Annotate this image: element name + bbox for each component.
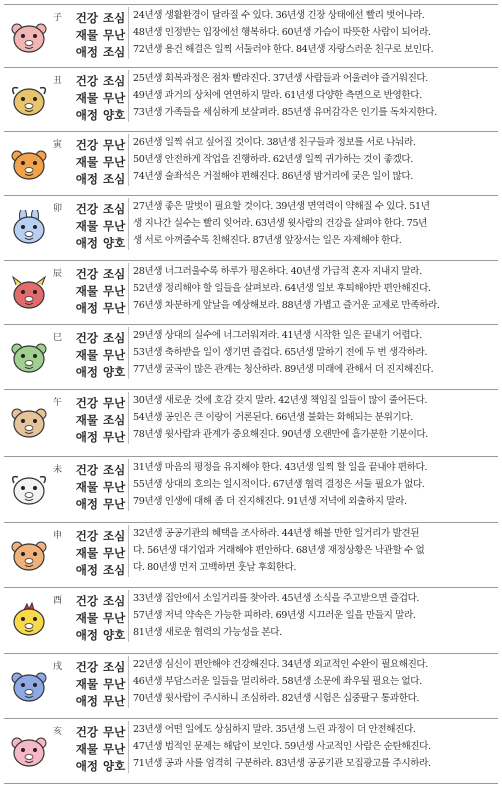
health-label: 건강 xyxy=(75,396,98,410)
fortune-row-rooster xyxy=(4,587,498,653)
love-value: 양호 xyxy=(103,236,126,250)
fortune-text xyxy=(128,656,494,708)
health-value: 조심 xyxy=(103,74,126,88)
love-value: 무난 xyxy=(103,497,126,511)
dog-icon xyxy=(8,668,50,704)
health-value: 조심 xyxy=(103,11,126,25)
health-value: 조심 xyxy=(103,331,126,345)
fortune-text xyxy=(128,134,494,186)
love-value: 조심 xyxy=(103,563,126,577)
love-value: 조심 xyxy=(103,172,126,186)
health-value: 조심 xyxy=(103,463,126,477)
fortune-status-labels xyxy=(68,201,126,252)
fortune-line: 28년생 너그러울수록 하루가 평온하다. 40년생 가급적 혼자 지내지 말라. xyxy=(133,266,422,277)
fortune-row-ox xyxy=(4,67,498,131)
status-wealth xyxy=(68,154,126,171)
love-value: 무난 xyxy=(103,694,126,708)
fortune-line: 72년생 용건 해결은 일찍 서둘러야 한다. 84년생 자랑스러운 친구로 보인다. xyxy=(133,44,434,56)
status-wealth xyxy=(68,347,126,364)
health-value: 조심 xyxy=(103,594,126,608)
fortune-line: 29년생 상대의 실수에 너그러워져라. 41년생 시작한 일은 끝내기 어렵다. xyxy=(133,330,422,341)
fortune-line: 76년생 차분하게 앞날을 예상해보라. 88년생 가볍고 즐거운 교제로 만족하라. xyxy=(133,300,440,312)
fortune-line: 33년생 집안에서 소일거리를 찾아라. 45년생 소식을 주고받으면 즐겁다. xyxy=(133,593,420,604)
love-label: 애정 xyxy=(75,365,98,379)
fortune-status-labels xyxy=(68,73,126,124)
wealth-value: 조심 xyxy=(103,413,126,427)
fortune-row-snake xyxy=(4,324,498,389)
wealth-value: 무난 xyxy=(103,28,126,42)
status-health xyxy=(68,266,126,283)
zodiac-animal-cell xyxy=(4,390,66,456)
fortune-text xyxy=(128,525,494,577)
status-love xyxy=(68,300,126,317)
wealth-label: 재물 xyxy=(75,348,98,362)
fortune-line: 73년생 가족들을 세심하게 보살펴라. 85년생 유머감각은 인기를 독차지한다. xyxy=(133,107,437,119)
health-value: 조심 xyxy=(103,267,126,281)
fortune-line: 다. 80년생 먼저 고백하면 훗날 후회한다. xyxy=(133,562,296,574)
fortune-line: 52년생 정리해야 할 일들을 살펴보라. 64년생 일보 후퇴해야만 편안해진다. xyxy=(133,283,431,295)
love-value: 조심 xyxy=(103,45,126,59)
fortune-line: 78년생 윗사람과 관계가 중요해진다. 90년생 오랜만에 흘가분한 기분이다. xyxy=(133,429,428,441)
fortune-line: 81년생 새로운 협력의 가능성을 본다. xyxy=(133,627,282,639)
ox-icon xyxy=(8,82,50,118)
love-value: 양호 xyxy=(103,108,126,122)
fortune-line: 25년생 회복과정은 점차 빨라진다. 37년생 사람들과 어울려야 즐거워진다. xyxy=(133,73,428,84)
fortune-line: 47년생 법적인 문제는 해답이 보인다. 59년생 사교적인 사람은 순탄해진다. xyxy=(133,741,431,753)
status-love xyxy=(68,107,126,124)
wealth-value: 무난 xyxy=(103,611,126,625)
wealth-label: 재물 xyxy=(75,91,98,105)
wealth-label: 재물 xyxy=(75,28,98,42)
love-label: 애정 xyxy=(75,759,98,773)
fortune-status-labels xyxy=(68,528,126,579)
wealth-label: 재물 xyxy=(75,677,98,691)
love-label: 애정 xyxy=(75,497,98,511)
status-health xyxy=(68,462,126,479)
status-health xyxy=(68,73,126,90)
wealth-label: 재물 xyxy=(75,155,98,169)
status-health xyxy=(68,330,126,347)
wealth-value: 무난 xyxy=(103,284,126,298)
fortune-line: 53년생 축하받을 일이 생기면 즐겁다. 65년생 말하기 전에 두 번 생각하라. xyxy=(133,347,428,359)
fortune-text xyxy=(128,198,494,250)
wealth-label: 재물 xyxy=(75,284,98,298)
rabbit-icon xyxy=(8,210,50,246)
fortune-line: 생 지나간 실수는 빨리 잊어라. 63년생 윗사람의 건강을 살펴야 한다. 75년 xyxy=(133,218,428,230)
wealth-value: 무난 xyxy=(103,742,126,756)
status-wealth xyxy=(68,610,126,627)
status-health xyxy=(68,528,126,545)
health-label: 건강 xyxy=(75,594,98,608)
fortune-line: 생 서로 아껴줄수록 친해진다. 87년생 앞장서는 일은 자제해야 한다. xyxy=(133,235,402,247)
health-value: 무난 xyxy=(103,396,126,410)
status-love xyxy=(68,562,126,579)
fortune-status-labels xyxy=(68,462,126,513)
wealth-value: 무난 xyxy=(103,219,126,233)
love-label: 애정 xyxy=(75,45,98,59)
health-value: 무난 xyxy=(103,138,126,152)
fortune-row-sheep xyxy=(4,456,498,522)
status-wealth xyxy=(68,27,126,44)
fortune-line: 77년생 굴곡이 많은 관계는 청산하라. 89년생 미래에 관해서 더 진지해진다. xyxy=(133,364,434,376)
tiger-icon xyxy=(8,146,50,182)
horse-icon xyxy=(8,404,50,440)
status-wealth xyxy=(68,479,126,496)
status-wealth xyxy=(68,283,126,300)
status-wealth xyxy=(68,741,126,758)
fortune-line: 22년생 심신이 편안해야 건강해진다. 34년생 외교적인 수완이 필요해진다. xyxy=(133,659,428,670)
zodiac-character: 丑 xyxy=(53,76,63,86)
health-label: 건강 xyxy=(75,529,98,543)
fortune-line: 70년생 윗사람이 주시하니 조심하라. 82년생 시험은 십중팔구 통과한다. xyxy=(133,693,420,705)
wealth-label: 재물 xyxy=(75,611,98,625)
fortune-line: 31년생 마음의 평정을 유지해야 한다. 43년생 일찍 할 일을 끝내야 편하다. xyxy=(133,462,428,473)
pig-icon xyxy=(8,733,50,769)
love-label: 애정 xyxy=(75,694,98,708)
health-value: 조심 xyxy=(103,660,126,674)
love-value: 무난 xyxy=(103,430,126,444)
fortune-line: 24년생 생활환경이 달라질 수 있다. 36년생 긴장 상태에선 빨리 벗어나라. xyxy=(133,10,425,21)
wealth-value: 무난 xyxy=(103,480,126,494)
love-label: 애정 xyxy=(75,301,98,315)
sheep-icon xyxy=(8,471,50,507)
love-label: 애정 xyxy=(75,628,98,642)
fortune-status-labels xyxy=(68,659,126,710)
love-value: 무난 xyxy=(103,301,126,315)
status-health xyxy=(68,724,126,741)
fortune-line: 49년생 과거의 상처에 연연하지 말라. 61년생 다양한 측면으로 반영한다. xyxy=(133,90,422,102)
zodiac-animal-cell xyxy=(4,68,66,131)
status-love xyxy=(68,44,126,61)
health-value: 조심 xyxy=(103,529,126,543)
zodiac-animal-cell xyxy=(4,457,66,522)
wealth-label: 재물 xyxy=(75,219,98,233)
fortune-row-dog xyxy=(4,653,498,718)
status-health xyxy=(68,395,126,412)
zodiac-character: 亥 xyxy=(53,727,63,737)
love-label: 애정 xyxy=(75,430,98,444)
fortune-text xyxy=(128,327,494,379)
love-label: 애정 xyxy=(75,563,98,577)
status-wealth xyxy=(68,676,126,693)
health-value: 조심 xyxy=(103,202,126,216)
fortune-line: 46년생 부담스러운 일들을 멀리하라. 58년생 소문에 좌우될 필요는 없다. xyxy=(133,676,422,688)
fortune-line: 71년생 공과 사를 엄격히 구분하라. 83년생 공공기관 모집광고를 주시하라. xyxy=(133,758,431,770)
status-love xyxy=(68,429,126,446)
zodiac-animal-cell xyxy=(4,261,66,324)
wealth-value: 무난 xyxy=(103,348,126,362)
fortune-status-labels xyxy=(68,395,126,446)
wealth-label: 재물 xyxy=(75,546,98,560)
zodiac-character: 辰 xyxy=(53,269,63,279)
status-wealth xyxy=(68,218,126,235)
monkey-icon xyxy=(8,537,50,573)
fortune-row-tiger xyxy=(4,131,498,195)
fortune-line: 26년생 일찍 쉬고 싶어질 것이다. 38년생 친구들과 정보를 서로 나눠라. xyxy=(133,137,416,148)
status-wealth xyxy=(68,545,126,562)
zodiac-animal-cell xyxy=(4,523,66,587)
status-love xyxy=(68,758,126,775)
fortune-line: 50년생 안전하게 작업을 진행하라. 62년생 일찍 귀가하는 것이 좋겠다. xyxy=(133,154,413,166)
zodiac-animal-cell xyxy=(4,325,66,389)
status-love xyxy=(68,235,126,252)
zodiac-character: 酉 xyxy=(53,596,63,606)
status-health xyxy=(68,593,126,610)
love-label: 애정 xyxy=(75,236,98,250)
zodiac-animal-cell xyxy=(4,196,66,260)
zodiac-fortune-table xyxy=(4,4,498,784)
rat-icon xyxy=(8,19,50,55)
fortune-row-rabbit xyxy=(4,195,498,260)
status-love xyxy=(68,693,126,710)
wealth-value: 무난 xyxy=(103,546,126,560)
fortune-status-labels xyxy=(68,724,126,775)
status-health xyxy=(68,137,126,154)
health-label: 건강 xyxy=(75,331,98,345)
fortune-text xyxy=(128,7,494,59)
fortune-text xyxy=(128,721,494,773)
love-label: 애정 xyxy=(75,108,98,122)
fortune-status-labels xyxy=(68,330,126,381)
status-love xyxy=(68,496,126,513)
fortune-text xyxy=(128,459,494,511)
zodiac-animal-cell xyxy=(4,5,66,67)
fortune-text xyxy=(128,590,494,642)
fortune-line: 30년생 새로운 것에 호감 갖지 말라. 42년생 책임질 일들이 많이 줄어든다. xyxy=(133,395,428,406)
health-label: 건강 xyxy=(75,725,98,739)
fortune-line: 54년생 공인은 큰 이랑이 거론된다. 66년생 불화는 화해되는 분위기다. xyxy=(133,412,413,424)
fortune-status-labels xyxy=(68,10,126,61)
health-label: 건강 xyxy=(75,660,98,674)
wealth-value: 무난 xyxy=(103,677,126,691)
zodiac-character: 戌 xyxy=(53,662,63,672)
fortune-line: 48년생 인정받는 입장에선 행복하다. 60년생 가슴이 따뜻한 사람이 되어라. xyxy=(133,27,431,39)
health-label: 건강 xyxy=(75,11,98,25)
love-value: 양호 xyxy=(103,628,126,642)
status-health xyxy=(68,10,126,27)
zodiac-animal-cell xyxy=(4,588,66,653)
zodiac-character: 巳 xyxy=(53,333,63,343)
fortune-line: 23년생 어떤 일에도 상심하지 말라. 35년생 느린 과정이 더 안전해진다. xyxy=(133,724,416,735)
love-label: 애정 xyxy=(75,172,98,186)
fortune-status-labels xyxy=(68,593,126,644)
zodiac-character: 午 xyxy=(53,398,63,408)
zodiac-animal-cell xyxy=(4,654,66,718)
fortune-line: 32년생 공공기관의 혜택을 조사하라. 44년생 해볼 만한 일거리가 발견된 xyxy=(133,528,420,539)
zodiac-character: 申 xyxy=(53,531,63,541)
snake-icon xyxy=(8,339,50,375)
status-love xyxy=(68,364,126,381)
wealth-value: 무난 xyxy=(103,91,126,105)
status-health xyxy=(68,201,126,218)
fortune-line: 27년생 좋은 말벗이 필요할 것이다. 39년생 면역력이 약해질 수 있다. 51년 xyxy=(133,201,430,212)
fortune-row-monkey xyxy=(4,522,498,587)
zodiac-character: 子 xyxy=(53,13,63,23)
status-health xyxy=(68,659,126,676)
fortune-text xyxy=(128,263,494,315)
zodiac-animal-cell xyxy=(4,719,66,783)
wealth-label: 재물 xyxy=(75,480,98,494)
zodiac-character: 寅 xyxy=(53,140,63,150)
wealth-label: 재물 xyxy=(75,742,98,756)
status-wealth xyxy=(68,90,126,107)
dragon-icon xyxy=(8,275,50,311)
fortune-line: 57년생 저녁 약속은 가능한 피하라. 69년생 시끄러운 일을 만들지 말라. xyxy=(133,610,416,622)
rooster-icon xyxy=(8,602,50,638)
love-value: 양호 xyxy=(103,365,126,379)
fortune-text xyxy=(128,70,494,122)
zodiac-character: 卯 xyxy=(53,204,63,214)
status-love xyxy=(68,171,126,188)
fortune-text xyxy=(128,392,494,444)
health-label: 건강 xyxy=(75,267,98,281)
health-label: 건강 xyxy=(75,202,98,216)
fortune-row-rat xyxy=(4,4,498,67)
health-label: 건강 xyxy=(75,74,98,88)
health-label: 건강 xyxy=(75,138,98,152)
fortune-line: 79년생 인생에 대해 좀 더 진지해진다. 91년생 저녁에 외출하지 말라. xyxy=(133,496,407,508)
status-wealth xyxy=(68,412,126,429)
health-label: 건강 xyxy=(75,463,98,477)
fortune-status-labels xyxy=(68,266,126,317)
fortune-line: 다. 56년생 대기업과 거래해야 편안하다. 68년생 재정상황은 낙관할 수 없 xyxy=(133,545,425,557)
fortune-status-labels xyxy=(68,137,126,188)
fortune-line: 55년생 상대의 호의는 일시적이다. 67년생 협력 결정은 서둘 필요가 없다. xyxy=(133,479,425,491)
wealth-value: 무난 xyxy=(103,155,126,169)
health-value: 무난 xyxy=(103,725,126,739)
fortune-row-pig xyxy=(4,718,498,784)
zodiac-character: 未 xyxy=(53,465,63,475)
fortune-row-dragon xyxy=(4,260,498,324)
fortune-row-horse xyxy=(4,389,498,456)
love-value: 양호 xyxy=(103,759,126,773)
status-love xyxy=(68,627,126,644)
zodiac-animal-cell xyxy=(4,132,66,195)
fortune-line: 74년생 술좌석은 거절해야 편해진다. 86년생 밤거리에 궂은 일이 많다. xyxy=(133,171,413,183)
wealth-label: 재물 xyxy=(75,413,98,427)
